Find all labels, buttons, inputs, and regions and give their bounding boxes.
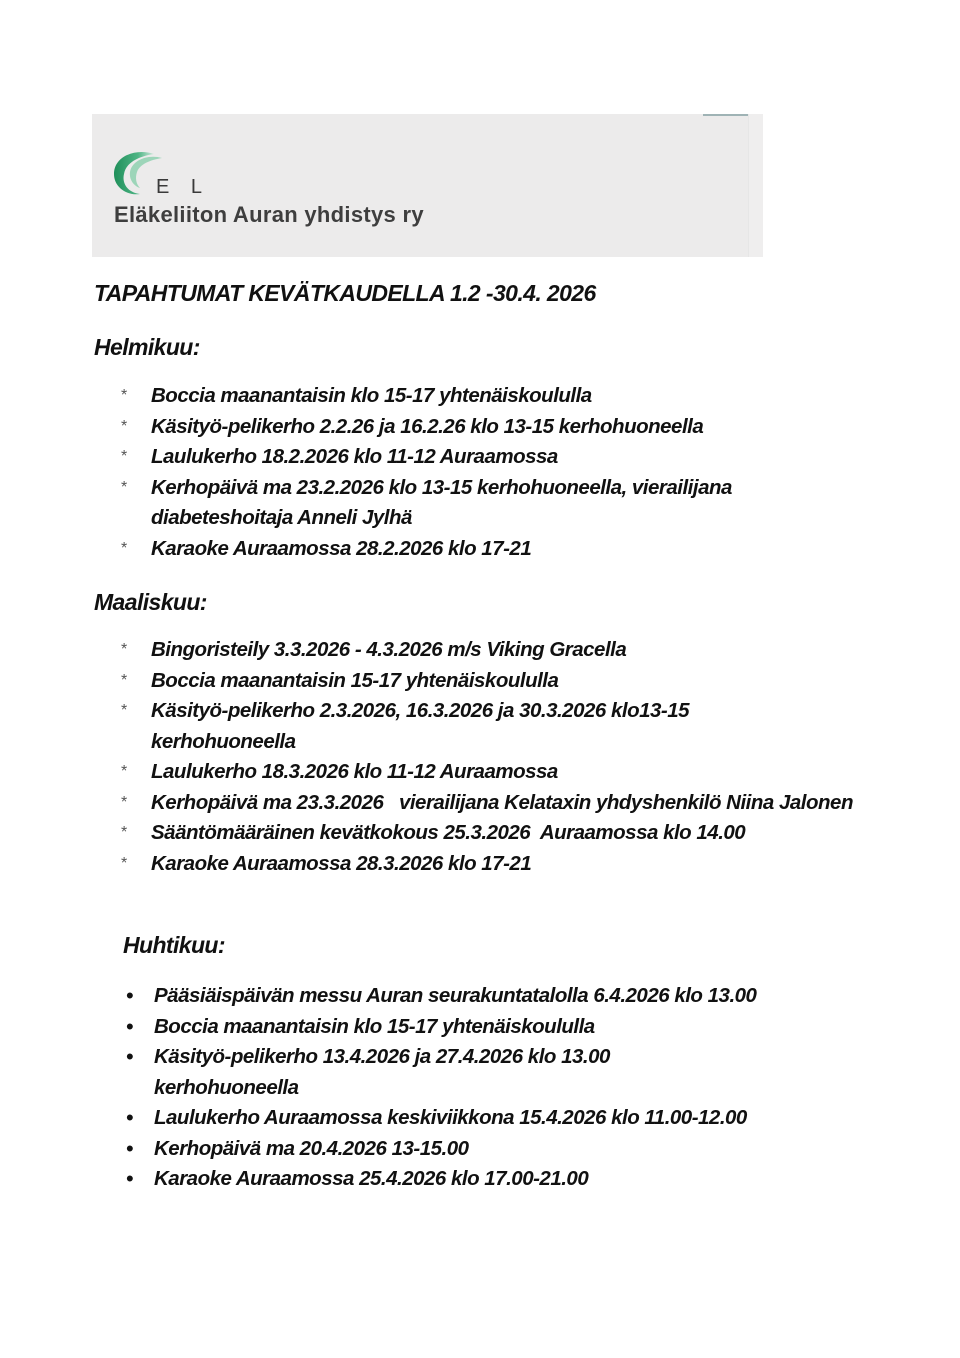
list-item (124, 981, 814, 1012)
event-text: Pääsiäispäivän messu Auran seurakuntatalolla 6.4.2026 klo 13.00 (154, 984, 757, 1007)
list-item (121, 818, 871, 849)
event-list-february (121, 381, 861, 564)
event-text: Boccia maanantaisin klo 15-17 yhtenäiskoululla (151, 384, 592, 407)
event-text: Laulukerho 18.2.2026 klo 11-12 Auraamossa (151, 445, 558, 468)
list-item (121, 412, 861, 443)
banner-edge (748, 114, 763, 257)
asterisk-bullet-icon: * (121, 539, 127, 557)
asterisk-bullet-icon: * (121, 448, 127, 465)
event-text: Boccia maanantaisin 15-17 yhtenäiskoululla (151, 668, 559, 692)
list-item (124, 1103, 884, 1134)
list-item (124, 1042, 754, 1103)
month-heading-february: Helmikuu: (94, 334, 200, 360)
asterisk-bullet-icon: * (121, 478, 127, 496)
logo-letters: E L (156, 176, 211, 198)
event-text: Karaoke Auraamossa 25.4.2026 klo 17.00-21.00 (154, 1167, 589, 1190)
list-item (121, 757, 871, 788)
event-text: Käsityö-pelikerho 2.3.2026, 16.3.2026 ja 30.3.2026 klo13-15 kerhohuoneella (151, 699, 690, 753)
asterisk-bullet-icon: * (121, 824, 127, 841)
dot-bullet-icon: • (126, 1013, 134, 1039)
event-text: Käsityö-pelikerho 2.2.26 ja 16.2.26 klo 13-15 kerhohuoneella (151, 414, 704, 438)
list-item (121, 473, 851, 534)
event-text: Kerhopäivä ma 23.2.2026 klo 13-15 kerhohuoneella, vierailijana diabeteshoitaja Anneli Jylhä (151, 475, 732, 529)
list-item (121, 442, 861, 473)
list-item (124, 1012, 884, 1043)
event-text: Käsityö-pelikerho 13.4.2026 ja 27.4.2026 klo 13.00 kerhohuoneella (154, 1045, 610, 1099)
page-title: TAPAHTUMAT KEVÄTKAUDELLA 1.2 -30.4. 2026 (94, 280, 596, 306)
month-heading-april: Huhtikuu: (123, 932, 225, 958)
dot-bullet-icon: • (126, 1105, 134, 1130)
asterisk-bullet-icon: * (121, 763, 127, 780)
list-item (121, 534, 861, 565)
dot-bullet-icon: • (126, 1135, 134, 1161)
asterisk-bullet-icon: * (121, 641, 127, 658)
event-text: Boccia maanantaisin klo 15-17 yhtenäiskoululla (154, 1014, 595, 1038)
event-text: Laulukerho Auraamossa keskiviikkona 15.4.2026 klo 11.00-12.00 (154, 1106, 747, 1129)
list-item (121, 849, 871, 880)
list-item (121, 666, 871, 697)
list-item (121, 788, 861, 819)
event-text: Bingoristeily 3.3.2026 - 4.3.2026 m/s Viking Gracella (151, 638, 627, 661)
dot-bullet-icon: • (126, 1166, 134, 1191)
event-text: Kerhopäivä ma 20.4.2026 13-15.00 (154, 1136, 469, 1160)
event-list-april (124, 981, 884, 1195)
dot-bullet-icon: • (126, 1044, 134, 1069)
event-text: Karaoke Auraamossa 28.2.2026 klo 17-21 (151, 536, 532, 560)
event-list-march (121, 635, 871, 879)
asterisk-bullet-icon: * (121, 671, 127, 689)
month-heading-march: Maaliskuu: (94, 589, 207, 615)
organization-name: Eläkeliiton Auran yhdistys ry (114, 202, 424, 227)
list-item (121, 635, 871, 666)
asterisk-bullet-icon: * (121, 793, 127, 811)
event-text: Sääntömääräinen kevätkokous 25.3.2026 Auraamossa klo 14.00 (151, 821, 746, 844)
list-item (124, 1164, 884, 1195)
list-item (121, 696, 831, 757)
asterisk-bullet-icon: * (121, 702, 127, 719)
event-text: Laulukerho 18.3.2026 klo 11-12 Auraamossa (151, 760, 558, 783)
event-text: Karaoke Auraamossa 28.3.2026 klo 17-21 (151, 851, 532, 875)
event-text: Kerhopäivä ma 23.3.2026 vierailijana Kelataxin yhdyshenkilö Niina Jalonen (151, 790, 853, 814)
logo-banner (92, 114, 763, 257)
list-item (124, 1134, 884, 1165)
asterisk-bullet-icon: * (121, 854, 127, 872)
list-item (121, 381, 861, 412)
dot-bullet-icon: • (126, 983, 134, 1008)
asterisk-bullet-icon: * (121, 417, 127, 435)
asterisk-bullet-icon: * (121, 387, 127, 404)
